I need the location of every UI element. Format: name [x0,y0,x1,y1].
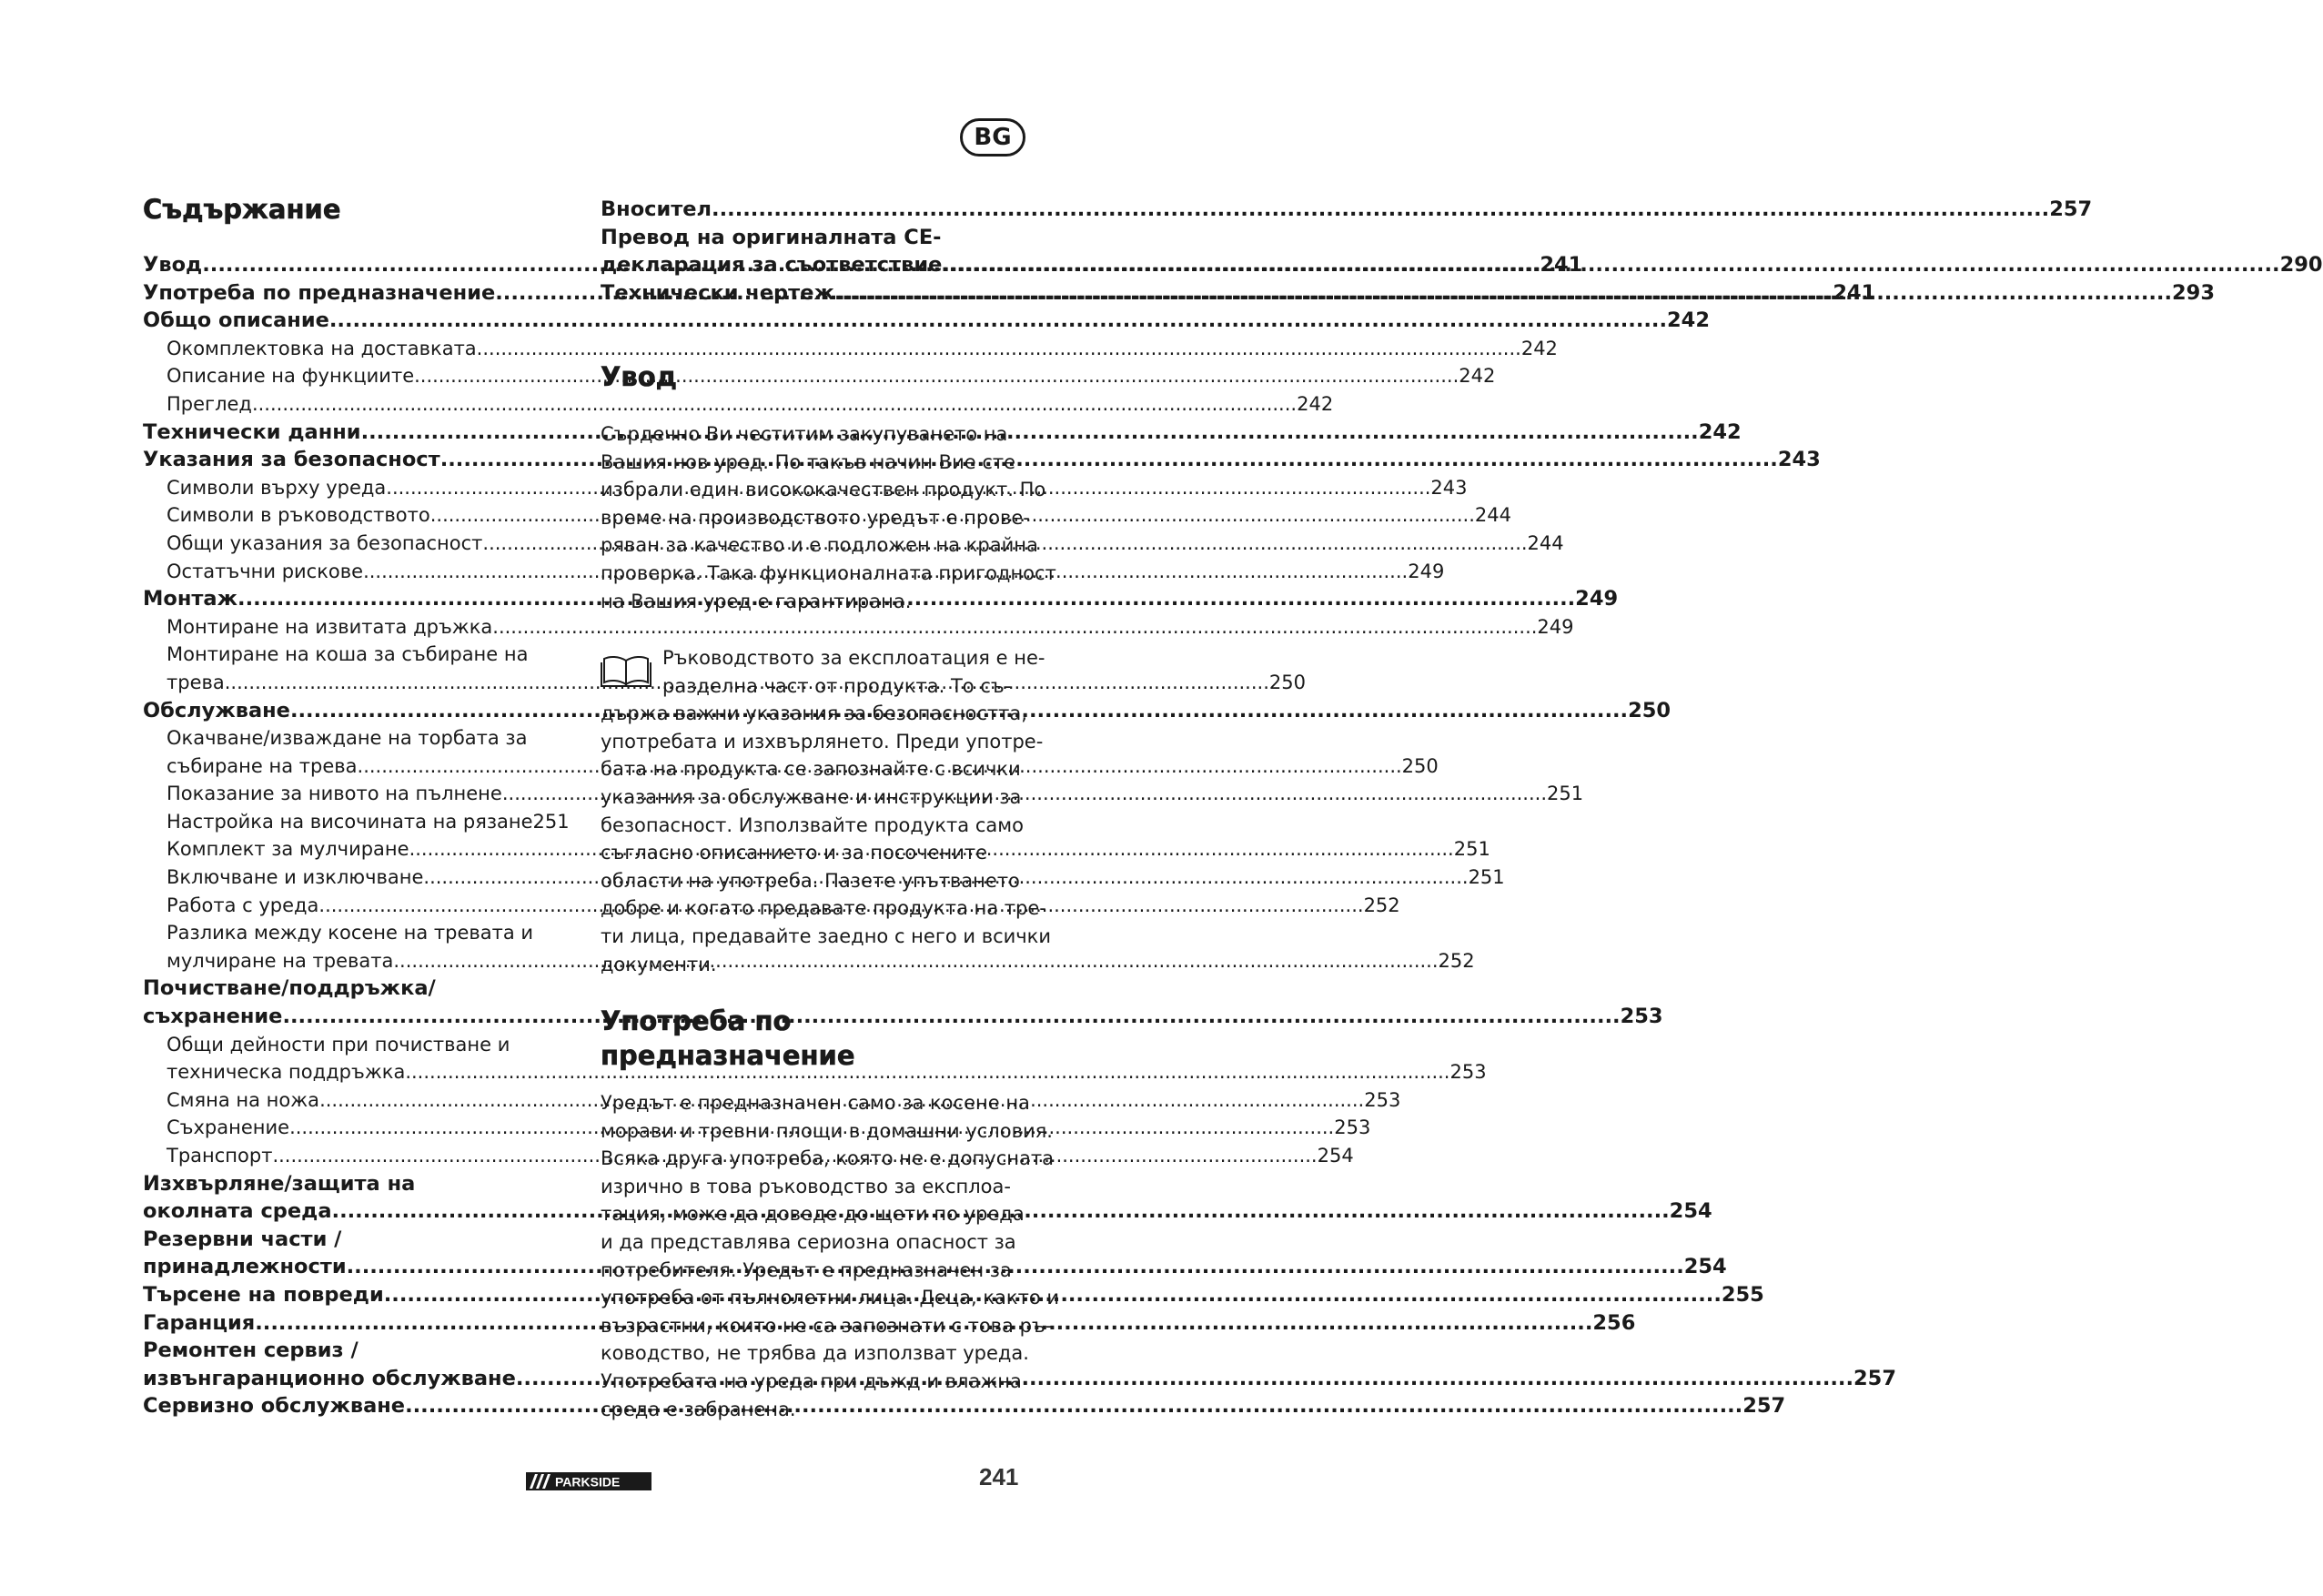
toc-entry-label: Общо описание [143,308,329,333]
toc-entry-line: Резервни части / [143,1227,342,1251]
text-line: морави и тревни площи в домашни условия. [601,1119,1053,1142]
toc-entry-line: Превод на оригиналната CE- [601,225,942,249]
parkside-logo [526,1472,651,1490]
toc-entry-page: 251 [1453,838,1490,861]
toc-entry-label: Съхранение [167,1116,290,1139]
toc-entry-label: Указания за безопасност [143,448,440,472]
toc-leader-dots [329,307,1667,335]
toc-entry-label: Общи указания за безопасност [167,531,483,554]
language-badge: BG [960,118,1025,157]
text-line: избрали един висококачествен продукт. По [601,479,1046,501]
brand-name: PARKSIDE [555,1474,621,1490]
toc-entry-label: Преглед [167,392,252,415]
toc-entry-label: Символи в ръководството [167,504,430,527]
toc-entry-page: 251 [1468,866,1505,889]
manual-note-paragraph [601,644,1052,978]
toc-entry-page: 293 [2172,280,2215,305]
toc-entry[interactable] [601,196,2093,224]
toc-entry-page: 252 [1363,894,1400,916]
text-line: бата на продукта се запознайте с всички [601,758,1021,781]
text-line: безопасност. Използвайте продукта само [601,813,1024,836]
toc-entry-line: Ремонтен сервиз / [143,1338,359,1363]
toc-entry-page: 242 [1520,337,1558,359]
toc-leader-dots [834,279,2172,308]
toc-entry-page: 243 [1777,448,1821,472]
toc-entry-label: Символи върху уреда [167,476,387,499]
toc-entry-page: 249 [1537,615,1574,638]
toc-entry-label: Включване и изключване [167,866,424,889]
toc-entry-page: 253 [1364,1088,1401,1111]
toc-entry-label: извънгаранционно обслужване [143,1366,516,1390]
toc-entry-label: събиране на трева [167,754,358,777]
toc-entry-label: трева [167,671,225,693]
toc-leader-dots [712,196,2049,224]
toc-entry-page: 242 [1459,365,1496,388]
text-line: Уредът е предназначен само за косене на [601,1092,1030,1114]
intended-use-heading [601,1004,1028,1073]
text-line: и да представлява сериозна опасност за [601,1230,1016,1253]
toc-entry-label: Работа с уреда [167,894,319,916]
toc-entry-page: 252 [1438,949,1475,972]
heading-line: Употреба по [601,1005,792,1036]
toc-entry-label: принадлежности [143,1255,347,1279]
intro-heading: Увод [601,361,678,392]
toc-entry-page: 242 [1667,308,1710,333]
toc-entry-label: Окомплектовка на доставката [167,337,477,359]
text-line: разделна част от продукта. То съ- [662,674,1012,697]
text-line: Всяка друга употреба, която не е допусната [601,1147,1054,1170]
toc-entry-label: Смяна на ножа [167,1088,320,1111]
toc-entry[interactable] [143,808,570,836]
text-line: Сърдечно Ви честитим закупуването на [601,423,1008,445]
toc-entry-page: 243 [1430,476,1468,499]
toc-entry-label: Монтаж [143,587,238,611]
toc-entry-label: Показание за нивото на пълнене [167,783,502,805]
toc-leader-dots [492,613,1537,641]
text-line: употреба от пълнолетни лица. Деца, както и [601,1287,1059,1309]
toc-entry-label: Търсене на повреди [143,1282,384,1307]
toc-entry-page: 250 [1268,671,1306,693]
toc-entry[interactable] [143,1058,1487,1086]
toc-leader-dots [477,335,1521,363]
toc-entry-line: Изхвърляне/защита на [143,1171,416,1196]
toc-entry-page: 251 [1547,783,1584,805]
toc-entry-label: Гаранция [143,1310,256,1335]
toc-entry-page: 241 [1540,253,1583,277]
toc-entry-label: Увод [143,253,203,277]
toc-entry-label: околната среда [143,1199,332,1224]
toc-entry-line: Почистване/поддръжка/ [143,976,436,1001]
toc-entry-page: 253 [1334,1116,1371,1139]
text-line: изрично в това ръководство за експлоа- [601,1175,1011,1197]
text-line: Употребата на уреда при дъжд и влажна [601,1369,1022,1392]
toc-leader-dots [252,390,1297,419]
toc-entry-label: Настройка на височината на рязане [167,810,533,833]
text-line: ряван за качество и е подложен на крайна [601,534,1038,557]
toc-entry-label: Технически данни [143,419,361,444]
toc-entry-page: 257 [1742,1394,1786,1419]
toc-entry[interactable] [143,390,1334,419]
toc-entry-page: 250 [1628,698,1672,722]
text-line: документи. [601,953,717,975]
page-number: 241 [979,1463,1019,1490]
text-line: на Вашия уред е гарантирана. [601,590,912,612]
toc-entry-line: Общи дейности при почистване и [167,1033,510,1056]
text-line: добре и когато предавате продукта на тре- [601,897,1046,920]
toc-entry-label: мулчиране на тревата [167,949,394,972]
text-line: държа важни указания за безопасността, [601,702,1027,725]
toc-entry-page: 254 [1669,1199,1712,1224]
toc-entry-label: Комплект за мулчиране [167,838,409,861]
toc-entry-label: съхранение [143,1005,283,1029]
toc-entry-page: 253 [1449,1061,1487,1084]
toc-entry-page: 251 [532,810,570,833]
toc-entry-label: Обслужване [143,698,290,722]
toc-entry-line: Окачване/изваждане на торбата за [167,727,528,750]
text-line: време на производството уредът е прове- [601,506,1030,529]
toc-leader-dots [942,251,2279,279]
text-line: възрастни, които не са запознати с това ръ- [601,1314,1053,1337]
toc-entry[interactable] [143,335,1558,363]
toc-entry-page: 254 [1317,1145,1354,1167]
toc-entry-label: Вносител [601,197,712,221]
text-line: проверка. Така функционалната пригодност [601,561,1056,584]
text-line: употребата и изхвърлянето. Преди употре- [601,730,1044,753]
toc-entry[interactable] [143,307,1710,335]
toc-entry-page: 253 [1620,1005,1663,1029]
toc-entry-page: 249 [1575,587,1619,611]
text-line: тация, може да доведе до щети по уреда [601,1203,1025,1226]
toc-entry-page: 244 [1474,504,1511,527]
toc-entry-label: Остатъчни рискове [167,560,364,582]
toc-entry-page: 254 [1683,1255,1727,1279]
toc-entry-page: 257 [1853,1366,1896,1390]
toc-entry-label: декларация за съответствие [601,253,943,278]
toc-entry-label: Употреба по предназначение [143,280,496,305]
text-line: области на употреба. Пазете упътването [601,869,1020,892]
text-line: Ръководството за експлоатация е не- [662,647,1045,669]
text-line: среда е забранена. [601,1398,796,1420]
text-line: указания за обслужване и инструкции за [601,785,1022,808]
toc-entry-page: 242 [1698,419,1742,444]
text-line: съгласно описанието и за посочените [601,842,988,864]
text-line: ководство, не трябва да използват уреда. [601,1342,1029,1365]
toc-entry-page: 255 [1721,1282,1764,1307]
toc-entry-page: 290 [2279,253,2323,278]
toc-title: Съдържание [143,194,341,225]
toc-entry-label: Описание на функциите [167,365,415,388]
toc-entry-page: 256 [1592,1310,1636,1335]
toc-entry-line: Монтиране на коша за събиране на [167,643,529,666]
toc-leader-dots [414,362,1459,390]
toc-entry-label: Сервизно обслужване [143,1394,406,1419]
heading-line: предназначение [601,1040,855,1071]
toc-entry-label: Технически чертеж [601,280,834,305]
toc-entry-page: 241 [1833,280,1876,305]
intended-use-paragraph [601,1089,1059,1423]
text-line: Вашия нов уред. По такъв начин Вие сте [601,450,1016,473]
toc-entry-label: техническа поддръжка [167,1061,406,1084]
text-line: ти лица, предавайте заедно с него и всички [601,924,1052,947]
toc-entry-page: 257 [2049,197,2093,221]
toc-entry-line: Разлика между косене на тревата и [167,922,534,944]
toc-entry[interactable] [143,613,1574,641]
toc-entry-label: Транспорт [167,1145,273,1167]
toc-entry-page: 242 [1297,392,1334,415]
toc-entry-page: 244 [1527,531,1564,554]
toc-entry-page: 249 [1408,560,1445,582]
toc-entry-label: Монтиране на извитата дръжка [167,615,493,638]
intro-paragraph [601,420,1056,615]
text-line: потребителя. Уредът е предназначен за [601,1258,1012,1281]
toc-entry-page: 250 [1401,754,1439,777]
